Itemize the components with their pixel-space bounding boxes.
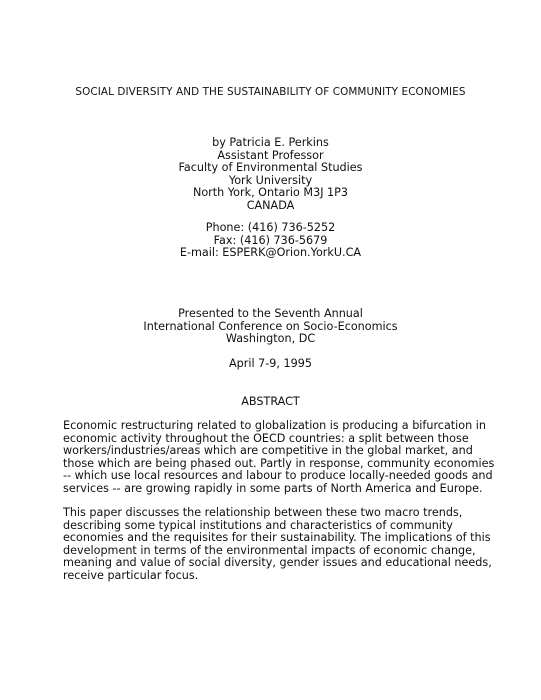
paragraph-line: economic activity throughout the OECD countries: a split between those [63, 431, 469, 445]
presentation-block [0, 308, 541, 346]
contact-phone: Phone: (416) 736-5252 [205, 221, 336, 234]
paragraph-line: Economic restructuring related to globalization is producing a bifurcation in [63, 419, 486, 432]
author-block [0, 137, 541, 213]
date-text: April 7-9, 1995 [229, 357, 312, 370]
conference-name: International Conference on Socio-Economics [143, 319, 398, 333]
paragraph-line: economies and the requisites for their sustainability. The implications of this [63, 531, 491, 545]
author-city: North York, Ontario M3J 1P3 [192, 186, 349, 200]
presented-line: Presented to the Seventh Annual [178, 307, 363, 320]
paragraph-line: development in terms of the environmental impacts of economic change, [63, 543, 476, 557]
paragraph-line: describing some typical institutions and characteristics of community [63, 518, 453, 532]
paragraph-line: workers/industries/areas which are competitive in the global market, and [63, 444, 473, 458]
author-university: York University [228, 173, 313, 187]
contact-block [0, 222, 541, 260]
conference-date [0, 358, 541, 371]
contact-fax: Fax: (416) 736-5679 [213, 233, 328, 247]
contact-email: E-mail: ESPERK@Orion.YorkU.CA [179, 246, 362, 260]
paragraph-line: This paper discusses the relationship between these two macro trends, [63, 506, 463, 519]
paper-title: SOCIAL DIVERSITY AND THE SUSTAINABILITY OF COMMUNITY ECONOMIES [75, 86, 466, 98]
abstract-heading: ABSTRACT [241, 395, 300, 408]
paragraph-line: meaning and value of social diversity, gender issues and educational needs, [63, 556, 492, 570]
author-faculty: Faculty of Environmental Studies [178, 161, 363, 175]
abstract-paragraph-1 [63, 419, 495, 496]
paragraph-line: -- which use local resources and labour to produce locally-needed goods and [63, 469, 493, 483]
author-country: CANADA [246, 198, 295, 212]
abstract-paragraph-2 [63, 506, 492, 583]
author-position: Assistant Professor [217, 148, 324, 162]
author-byline: by Patricia E. Perkins [212, 136, 329, 149]
conference-location: Washington, DC [225, 332, 316, 346]
paragraph-line: services -- are growing rapidly in some parts of North America and Europe. [63, 481, 483, 495]
paragraph-line: receive particular focus. [63, 568, 199, 582]
paragraph-line: those which are being phased out. Partly in response, community economies [63, 456, 495, 470]
